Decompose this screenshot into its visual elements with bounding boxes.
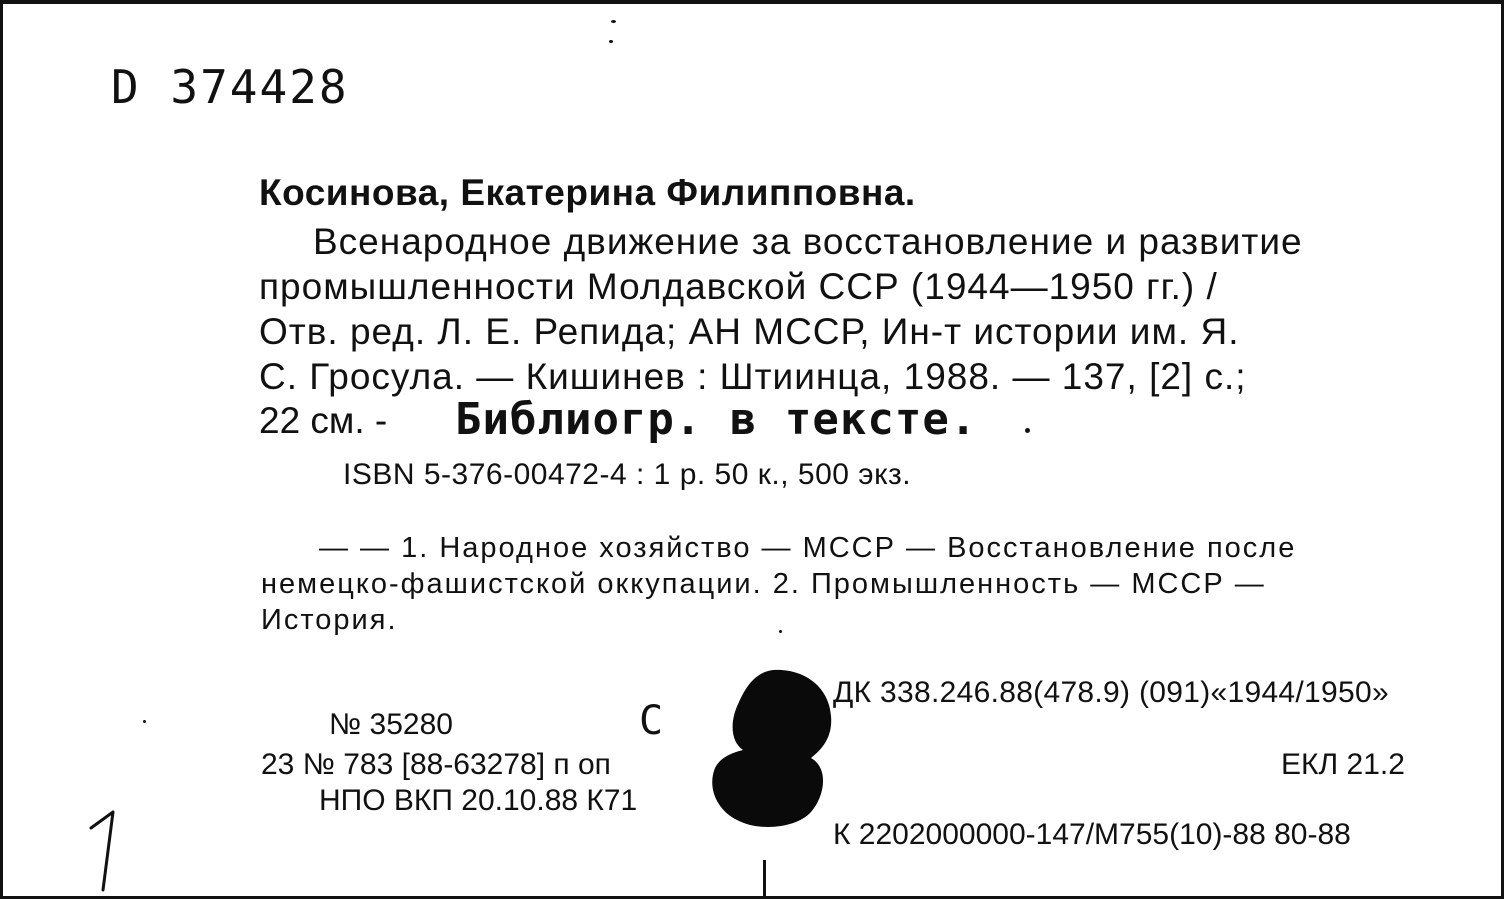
speck: [1025, 428, 1030, 433]
subject-line: История.: [261, 604, 398, 636]
bibliography-note: Библиогр. в тексте.: [455, 394, 978, 445]
c-stamp-mark: С: [639, 698, 664, 744]
description-line: С. Гросула. — Кишинев : Штиинца, 1988. — 137, [2] с.;: [259, 356, 1247, 397]
description-line: Отв. ред. Л. Е. Репида; АН МССР, Ин-т истории им. Я.: [259, 311, 1240, 352]
speck: [611, 20, 616, 23]
isbn-line: ISBN 5-376-00472-4 : 1 р. 50 к., 500 экз.: [343, 458, 912, 491]
ink-blot: [703, 664, 843, 834]
ruling-mark: [763, 860, 766, 899]
physical-size: 22 см. -: [259, 400, 388, 441]
k-code: К 2202000000-147/М755(10)-88 80-88: [833, 818, 1351, 851]
speck: [609, 40, 613, 43]
handwritten-number: [83, 806, 133, 896]
record-number: № 35280: [329, 708, 453, 741]
author-heading: Косинова, Екатерина Филипповна.: [259, 172, 916, 213]
description-line: промышленности Молдавской ССР (1944—1950 гг.) /: [259, 266, 1218, 307]
ekl-code: ЕКЛ 21.2: [1281, 748, 1405, 781]
accession-number: D 374428: [111, 60, 349, 114]
subject-line: немецко-фашистской оккупации. 2. Промышленность — МССР —: [261, 568, 1266, 600]
speck: [143, 720, 146, 723]
npo-line: НПО ВКП 20.10.88 К71: [319, 784, 638, 817]
speck: [779, 630, 782, 633]
description-line: Всенародное движение за восстановление и развитие: [313, 221, 1303, 262]
udk-classification: ДК 338.246.88(478.9) (091)«1944/1950»: [833, 676, 1389, 709]
order-line: 23 № 783 [88-63278] п оп: [261, 748, 611, 781]
subject-line: — — 1. Народное хозяйство — МССР — Восстановление после: [319, 532, 1297, 564]
